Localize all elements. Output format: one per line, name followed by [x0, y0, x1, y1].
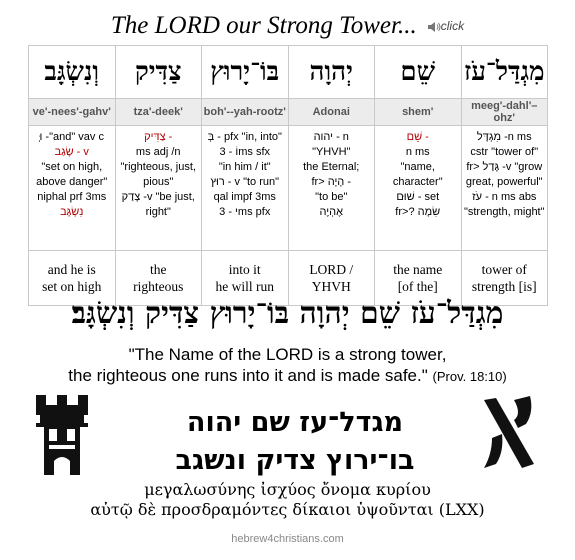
- gloss-line: שׁוּם - set: [396, 191, 440, 203]
- audio-label: click: [440, 19, 465, 33]
- gloss-line: שָׂגַב - v: [54, 146, 89, 158]
- gloss-line: the Eternal;: [303, 161, 360, 173]
- transliteration-row: [29, 99, 548, 126]
- display-hebrew: [125, 404, 465, 480]
- display-line: מגדל־עז שם יהוה: [186, 407, 404, 438]
- gloss-cell: [202, 126, 289, 251]
- gloss-line: qal impf 3ms: [213, 191, 276, 203]
- display-line: בו־ירוץ צדיק ונשגב: [175, 445, 415, 476]
- scripture-reference: (Prov. 18:10): [432, 369, 507, 384]
- quote-line: "The Name of the LORD is a strong tower,: [128, 345, 447, 364]
- hebrew-word: שֵׁם: [375, 46, 462, 99]
- transliteration: shem': [375, 99, 462, 126]
- greek-line: αὐτῷ δὲ προσδραμόντες δίκαιοι ὑψοῦνται (LXX): [90, 500, 485, 519]
- gloss-line: ms adj /n: [135, 146, 181, 158]
- quote-line: the righteous one runs into it and is made safe.": [68, 366, 428, 385]
- aleph-letter-icon: [478, 392, 540, 472]
- gloss-line: cstr "tower of": [470, 146, 539, 158]
- speaker-icon: [427, 21, 441, 33]
- gloss-line: "set on high, above danger": [36, 161, 108, 188]
- english-line: strength [is]: [471, 279, 537, 294]
- english-line: LORD /: [309, 262, 354, 277]
- gloss-line: אֶהְיֶה: [319, 206, 343, 218]
- gloss-line: character": [392, 176, 443, 188]
- gloss-cell: [115, 126, 202, 251]
- gloss-line: "to be": [315, 191, 348, 203]
- site-footer: hebrew4christians.com: [231, 533, 344, 545]
- gloss-cell: [375, 126, 462, 251]
- gloss-line: great, powerful": [465, 176, 543, 188]
- english-line: he will run: [215, 279, 274, 294]
- gloss-line: fr> גָּדַל -v "grow: [466, 161, 543, 173]
- gloss-line: יהוה - n: [313, 131, 349, 143]
- transliteration: meeg'-dahl'– ohz': [461, 99, 548, 126]
- transliteration: tza'-deek': [115, 99, 202, 126]
- greek-text: [0, 480, 575, 520]
- hebrew-word: יְהוָה: [288, 46, 375, 99]
- english-line: the: [150, 262, 167, 277]
- gloss-line: עֹז - n ms abs: [472, 191, 537, 203]
- transliteration: Adonai: [288, 99, 375, 126]
- gloss-line: "YHVH": [312, 146, 351, 158]
- word-table: [28, 45, 548, 306]
- audio-button[interactable]: [427, 19, 464, 33]
- hebrew-word: מִגְדַּל־עֹז: [461, 46, 548, 99]
- gloss-line: "name,: [400, 161, 435, 173]
- english-line: YHVH: [311, 279, 351, 294]
- gloss-cell: [288, 126, 375, 251]
- transliteration: ve'-nees'-gahv': [29, 99, 116, 126]
- gloss-line: רוּץ - v "to run": [210, 176, 280, 188]
- english-line: the name: [393, 262, 443, 277]
- gloss-line: niphal prf 3ms: [37, 191, 107, 203]
- hebrew-row: [29, 46, 548, 99]
- gloss-line: fr>? שִׂמָה: [395, 206, 441, 218]
- hebrew-word: צַדִּיק: [115, 46, 202, 99]
- english-line: [of the]: [397, 279, 438, 294]
- page-title: The LORD our Strong Tower...: [110, 12, 417, 39]
- gloss-line: ְוּ -"and" vav c: [39, 131, 104, 143]
- gloss-line: n ms: [405, 146, 430, 158]
- gloss-line: צַדִּיק -: [144, 131, 173, 143]
- hebrew-verse: מִגְדַּל־עֹז שֵׁם יְהוָה בּוֹ־יָרוּץ צַדִּיק וְנִשְׂגָּב׃: [71, 296, 504, 331]
- gloss-line: "strength, might": [463, 206, 545, 218]
- hebrew-word: וְנִשְׂגָּב: [29, 46, 116, 99]
- title-row: [0, 12, 575, 46]
- gloss-cell: [29, 126, 116, 251]
- english-line: and he is: [47, 262, 96, 277]
- gloss-line: fr> הָיָה -: [311, 176, 352, 188]
- greek-line: μεγαλωσύνης ἰσχύος ὄνομα κυρίου: [144, 480, 431, 499]
- transliteration: boh'--yah-rootz': [202, 99, 289, 126]
- english-line: tower of: [481, 262, 527, 277]
- gloss-line: נִשְׂגָּב: [60, 206, 84, 218]
- gloss-line: מִגְדָּל -n ms: [476, 131, 532, 143]
- tower-icon: [32, 395, 92, 475]
- gloss-line: בְּ - pfx "in, into": [207, 131, 282, 143]
- gloss-line: וֹ - 3ms sfx: [219, 146, 271, 158]
- gloss-row: [29, 126, 548, 251]
- english-line: righteous: [133, 279, 184, 294]
- gloss-line: "righteous, just, pious": [120, 161, 196, 188]
- english-line: into it: [228, 262, 261, 277]
- english-line: set on high: [42, 279, 102, 294]
- gloss-cell: [461, 126, 548, 251]
- gloss-line: צָדַק -v "be just, right": [121, 191, 195, 218]
- hebrew-word: בּוֹ־יָרוּץ: [202, 46, 289, 99]
- gloss-line: י - 3ms pfx: [219, 206, 271, 218]
- english-quote: [0, 344, 575, 387]
- gloss-line: "in him / it": [218, 161, 271, 173]
- gloss-line: שֵׁם -: [406, 131, 429, 143]
